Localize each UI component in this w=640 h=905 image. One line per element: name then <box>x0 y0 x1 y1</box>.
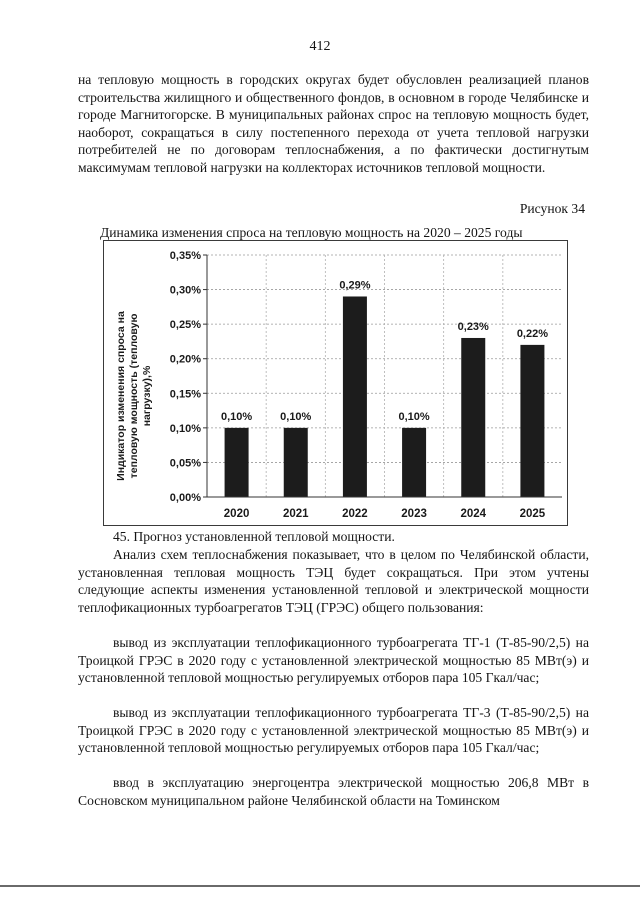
y-tick-label: 0,05% <box>169 457 201 470</box>
y-tick-label: 0,30% <box>169 284 201 297</box>
y-tick-label: 0,20% <box>169 353 201 366</box>
y-tick-label: 0,00% <box>169 492 201 504</box>
x-tick-label-2022: 2022 <box>342 508 368 520</box>
data-label-2025: 0,22% <box>516 327 549 340</box>
intro-paragraph: на тепловую мощность в городских округах будет обусловлен реализацией планов строительства жилищного и общественного фондов, в основном в городе Челябинске и городе Магнитогорске. В муниципальных районах спрос на тепловую мощность будет, наоборот, сокращаться в силу постепенного перехода от учета тепловой нагрузки потребителей не по договорам теплоснабжения, а по фактически достигнутым максимумам тепловой нагрузки на коллекторах источников тепловой мощности. <box>78 72 589 175</box>
list-item-3: ввод в эксплуатацию энергоцентра электрической мощностью 206,8 МВт в Сосновском муниципальном районе Челябинской области на Томинском <box>78 775 589 808</box>
data-label-2022: 0,29% <box>339 279 371 292</box>
bar-2023 <box>402 428 426 497</box>
x-tick-label-2025: 2025 <box>519 508 546 520</box>
list-item-1: вывод из эксплуатации теплофикационного турбоагрегата ТГ-1 (Т-85-90/2,5) на Троицкой ГРЭС в 2020 году с установленной электрической мощностью 85 МВт(э) и установленной тепловой мощностью регулируемых отборов пара 105 Гкал/час; <box>78 635 589 686</box>
bar-2021 <box>284 428 308 497</box>
bar-chart <box>103 240 568 526</box>
x-tick-label-2024: 2024 <box>460 508 487 520</box>
bar-2024 <box>461 338 485 497</box>
list-item-2: вывод из эксплуатации теплофикационного турбоагрегата ТГ-3 (Т-85-90/2,5) на Троицкой ГРЭС в 2020 году с установленной электрической мощностью 85 МВт(э) и установленной тепловой мощностью регулируемых отборов пара 105 Гкал/час; <box>78 705 589 756</box>
bar-2022 <box>343 296 367 497</box>
chart-canvas <box>104 241 569 527</box>
y-tick-label: 0,10% <box>169 422 201 435</box>
y-axis-label-line-3: нагрузку),% <box>141 365 153 427</box>
y-tick-label: 0,35% <box>169 250 201 262</box>
page-number: 412 <box>309 39 331 54</box>
x-tick-label-2023: 2023 <box>401 508 427 520</box>
data-label-2024: 0,23% <box>457 320 489 333</box>
y-axis-label-line-2: тепловую мощность (тепловую <box>128 313 140 479</box>
data-label-2023: 0,10% <box>398 410 430 423</box>
y-tick-label: 0,25% <box>169 319 201 332</box>
bar-2020 <box>225 428 249 497</box>
analysis-paragraph: Анализ схем теплоснабжения показывает, что в целом по Челябинской области, установленная тепловая мощность ТЭЦ будет сокращаться. При этом учтены следующие аспекты изменения установленной тепловой и электрической мощности теплофикационных турбоагрегатов ТЭЦ (ГРЭС) общего пользования: <box>78 547 589 615</box>
x-tick-label-2021: 2021 <box>282 508 309 520</box>
figure-label: Рисунок 34 <box>519 201 585 216</box>
y-tick-label: 0,15% <box>169 388 201 401</box>
data-label-2021: 0,10% <box>280 410 312 423</box>
figure-title: Динамика изменения спроса на тепловую мощность на 2020 – 2025 годы <box>100 225 523 240</box>
footer-rule <box>0 885 640 887</box>
bar-2025 <box>520 345 544 497</box>
x-tick-label-2020: 2020 <box>223 508 250 520</box>
y-axis-label-line-1: Индикатор изменения спроса на <box>115 311 127 481</box>
data-label-2020: 0,10% <box>220 410 253 423</box>
section-heading: 45. Прогноз установленной тепловой мощности. <box>113 529 395 544</box>
